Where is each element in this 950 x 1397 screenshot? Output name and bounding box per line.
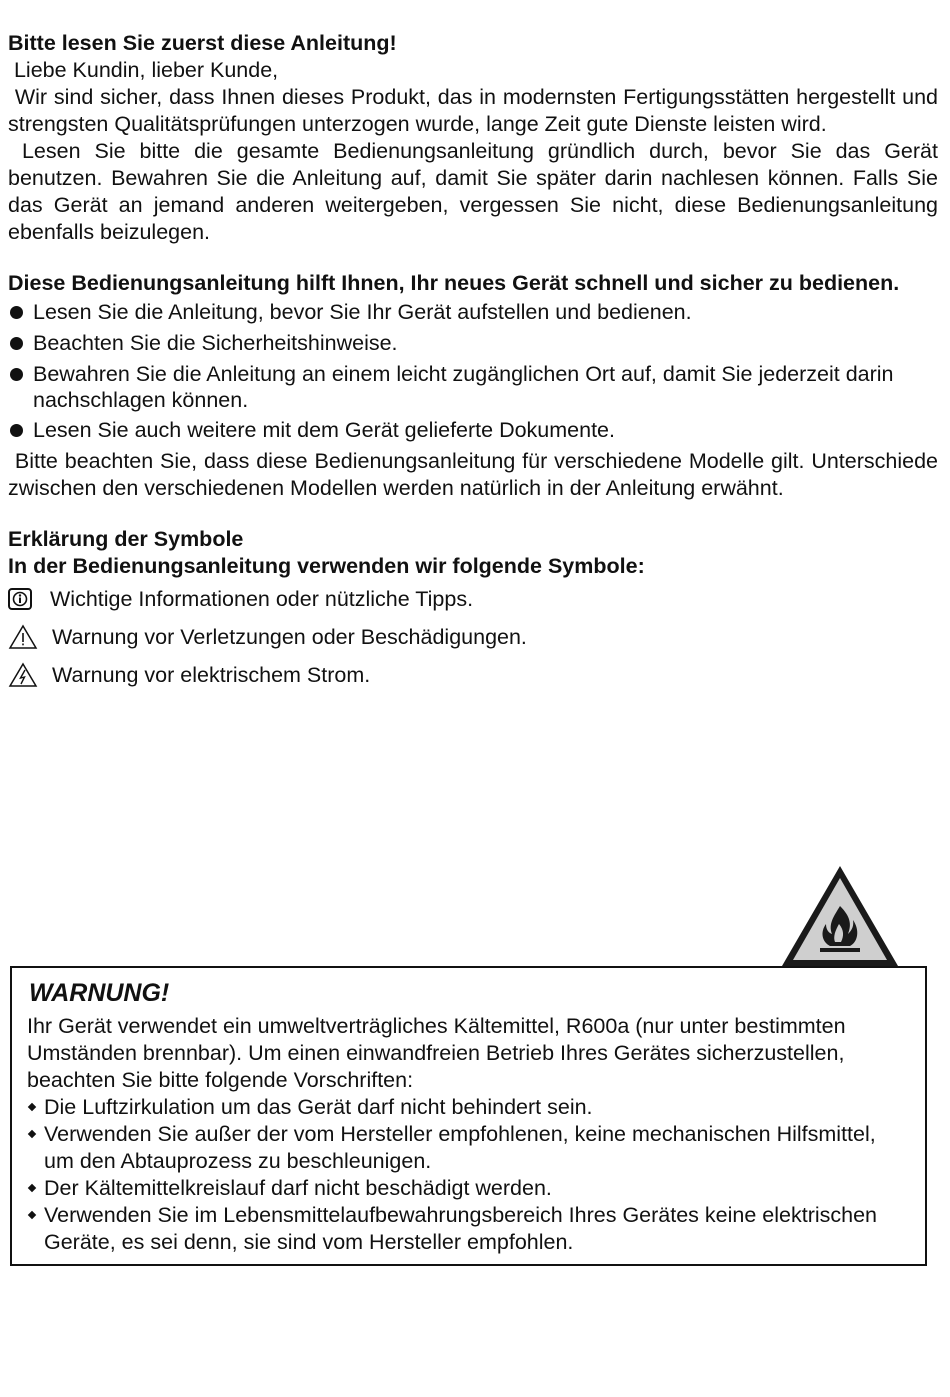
help-bullet-list: [8, 299, 938, 444]
diamond-bullet-icon: [28, 1103, 36, 1111]
warning-box: [10, 966, 927, 1266]
electric-warning-icon: [8, 661, 48, 689]
manual-page: [8, 30, 944, 694]
intro-title: Bitte lesen Sie zuerst diese Anleitung!: [8, 31, 397, 55]
bullet-icon: [10, 337, 23, 350]
diamond-bullet-icon: [28, 1211, 36, 1219]
list-item: Der Kältemittelkreislauf darf nicht beschädigt werden.: [27, 1175, 911, 1202]
list-item: Bewahren Sie die Anleitung an einem leicht zugänglichen Ort auf, damit Sie jederzeit darin nachschlagen können.: [8, 361, 938, 413]
warning-triangle-icon: [8, 623, 48, 651]
intro-paragraph-1: Wir sind sicher, dass Ihnen dieses Produkt, das in modernsten Fertigungsstätten hergestellt und strengsten Qualitätsprüfungen unterzogen wurde, lange Zeit gute Dienste leisten wird.: [8, 85, 944, 136]
diamond-bullet-icon: [28, 1130, 36, 1138]
list-item: Lesen Sie die Anleitung, bevor Sie Ihr Gerät aufstellen und bedienen.: [8, 299, 938, 326]
warning-rule-list: [27, 1094, 911, 1256]
symbol-text: Wichtige Informationen oder nützliche Tipps.: [50, 586, 474, 611]
warning-text: Ihr Gerät verwendet ein umweltverträgliches Kältemittel, R600a (nur unter bestimmten Umständen brennbar). Um einen einwandfreien Betrieb Ihres Gerätes sicherzustellen, beachten Sie bitte folgende Vorschriften:: [27, 1014, 846, 1092]
list-item: Die Luftzirkulation um das Gerät darf nicht behindert sein.: [27, 1094, 911, 1121]
symbol-row-info: [8, 580, 938, 618]
symbol-row-warning: [8, 618, 938, 656]
symbol-text: Warnung vor Verletzungen oder Beschädigungen.: [52, 624, 527, 649]
list-item: Lesen Sie auch weitere mit dem Gerät gelieferte Dokumente.: [8, 417, 938, 444]
intro-paragraph-2: Lesen Sie bitte die gesamte Bedienungsanleitung gründlich durch, bevor Sie das Gerät benutzen. Bewahren Sie die Anleitung auf, damit Sie später darin nachlesen können. Falls Sie das Gerät an jemand anderen weitergeben, vergessen Sie nicht, diese Bedienungsanleitung ebenfalls beizulegen.: [8, 139, 944, 244]
models-note: Bitte beachten Sie, dass diese Bedienungsanleitung für verschiedene Modelle gilt. Unterschiede zwischen den verschiedenen Modellen werden natürlich in der Anleitung erwähnt.: [8, 449, 944, 500]
symbol-row-electric: [8, 656, 938, 694]
bullet-icon: [10, 424, 23, 437]
greeting: Liebe Kundin, lieber Kunde,: [8, 58, 279, 82]
help-heading: Diese Bedienungsanleitung hilft Ihnen, Ihr neues Gerät schnell und sicher zu bedienen.: [8, 271, 900, 295]
list-item: Verwenden Sie außer der vom Hersteller empfohlenen, keine mechanischen Hilfsmittel, um den Abtauprozess zu beschleunigen.: [27, 1121, 911, 1175]
symbol-text: Warnung vor elektrischem Strom.: [52, 662, 371, 687]
list-item: Beachten Sie die Sicherheitshinweise.: [8, 330, 938, 357]
symbols-subheading: In der Bedienungsanleitung verwenden wir folgende Symbole:: [8, 554, 645, 578]
flammable-warning-icon: [780, 864, 900, 968]
bullet-icon: [10, 368, 23, 381]
bullet-icon: [10, 306, 23, 319]
diamond-bullet-icon: [28, 1184, 36, 1192]
symbols-heading: Erklärung der Symbole: [8, 527, 244, 551]
warning-title: WARNUNG!: [29, 979, 170, 1007]
list-item: Verwenden Sie im Lebensmittelaufbewahrungsbereich Ihres Gerätes keine elektrischen Geräte, es sei denn, sie sind vom Hersteller empfohlen.: [27, 1202, 911, 1256]
info-icon: [8, 585, 48, 613]
